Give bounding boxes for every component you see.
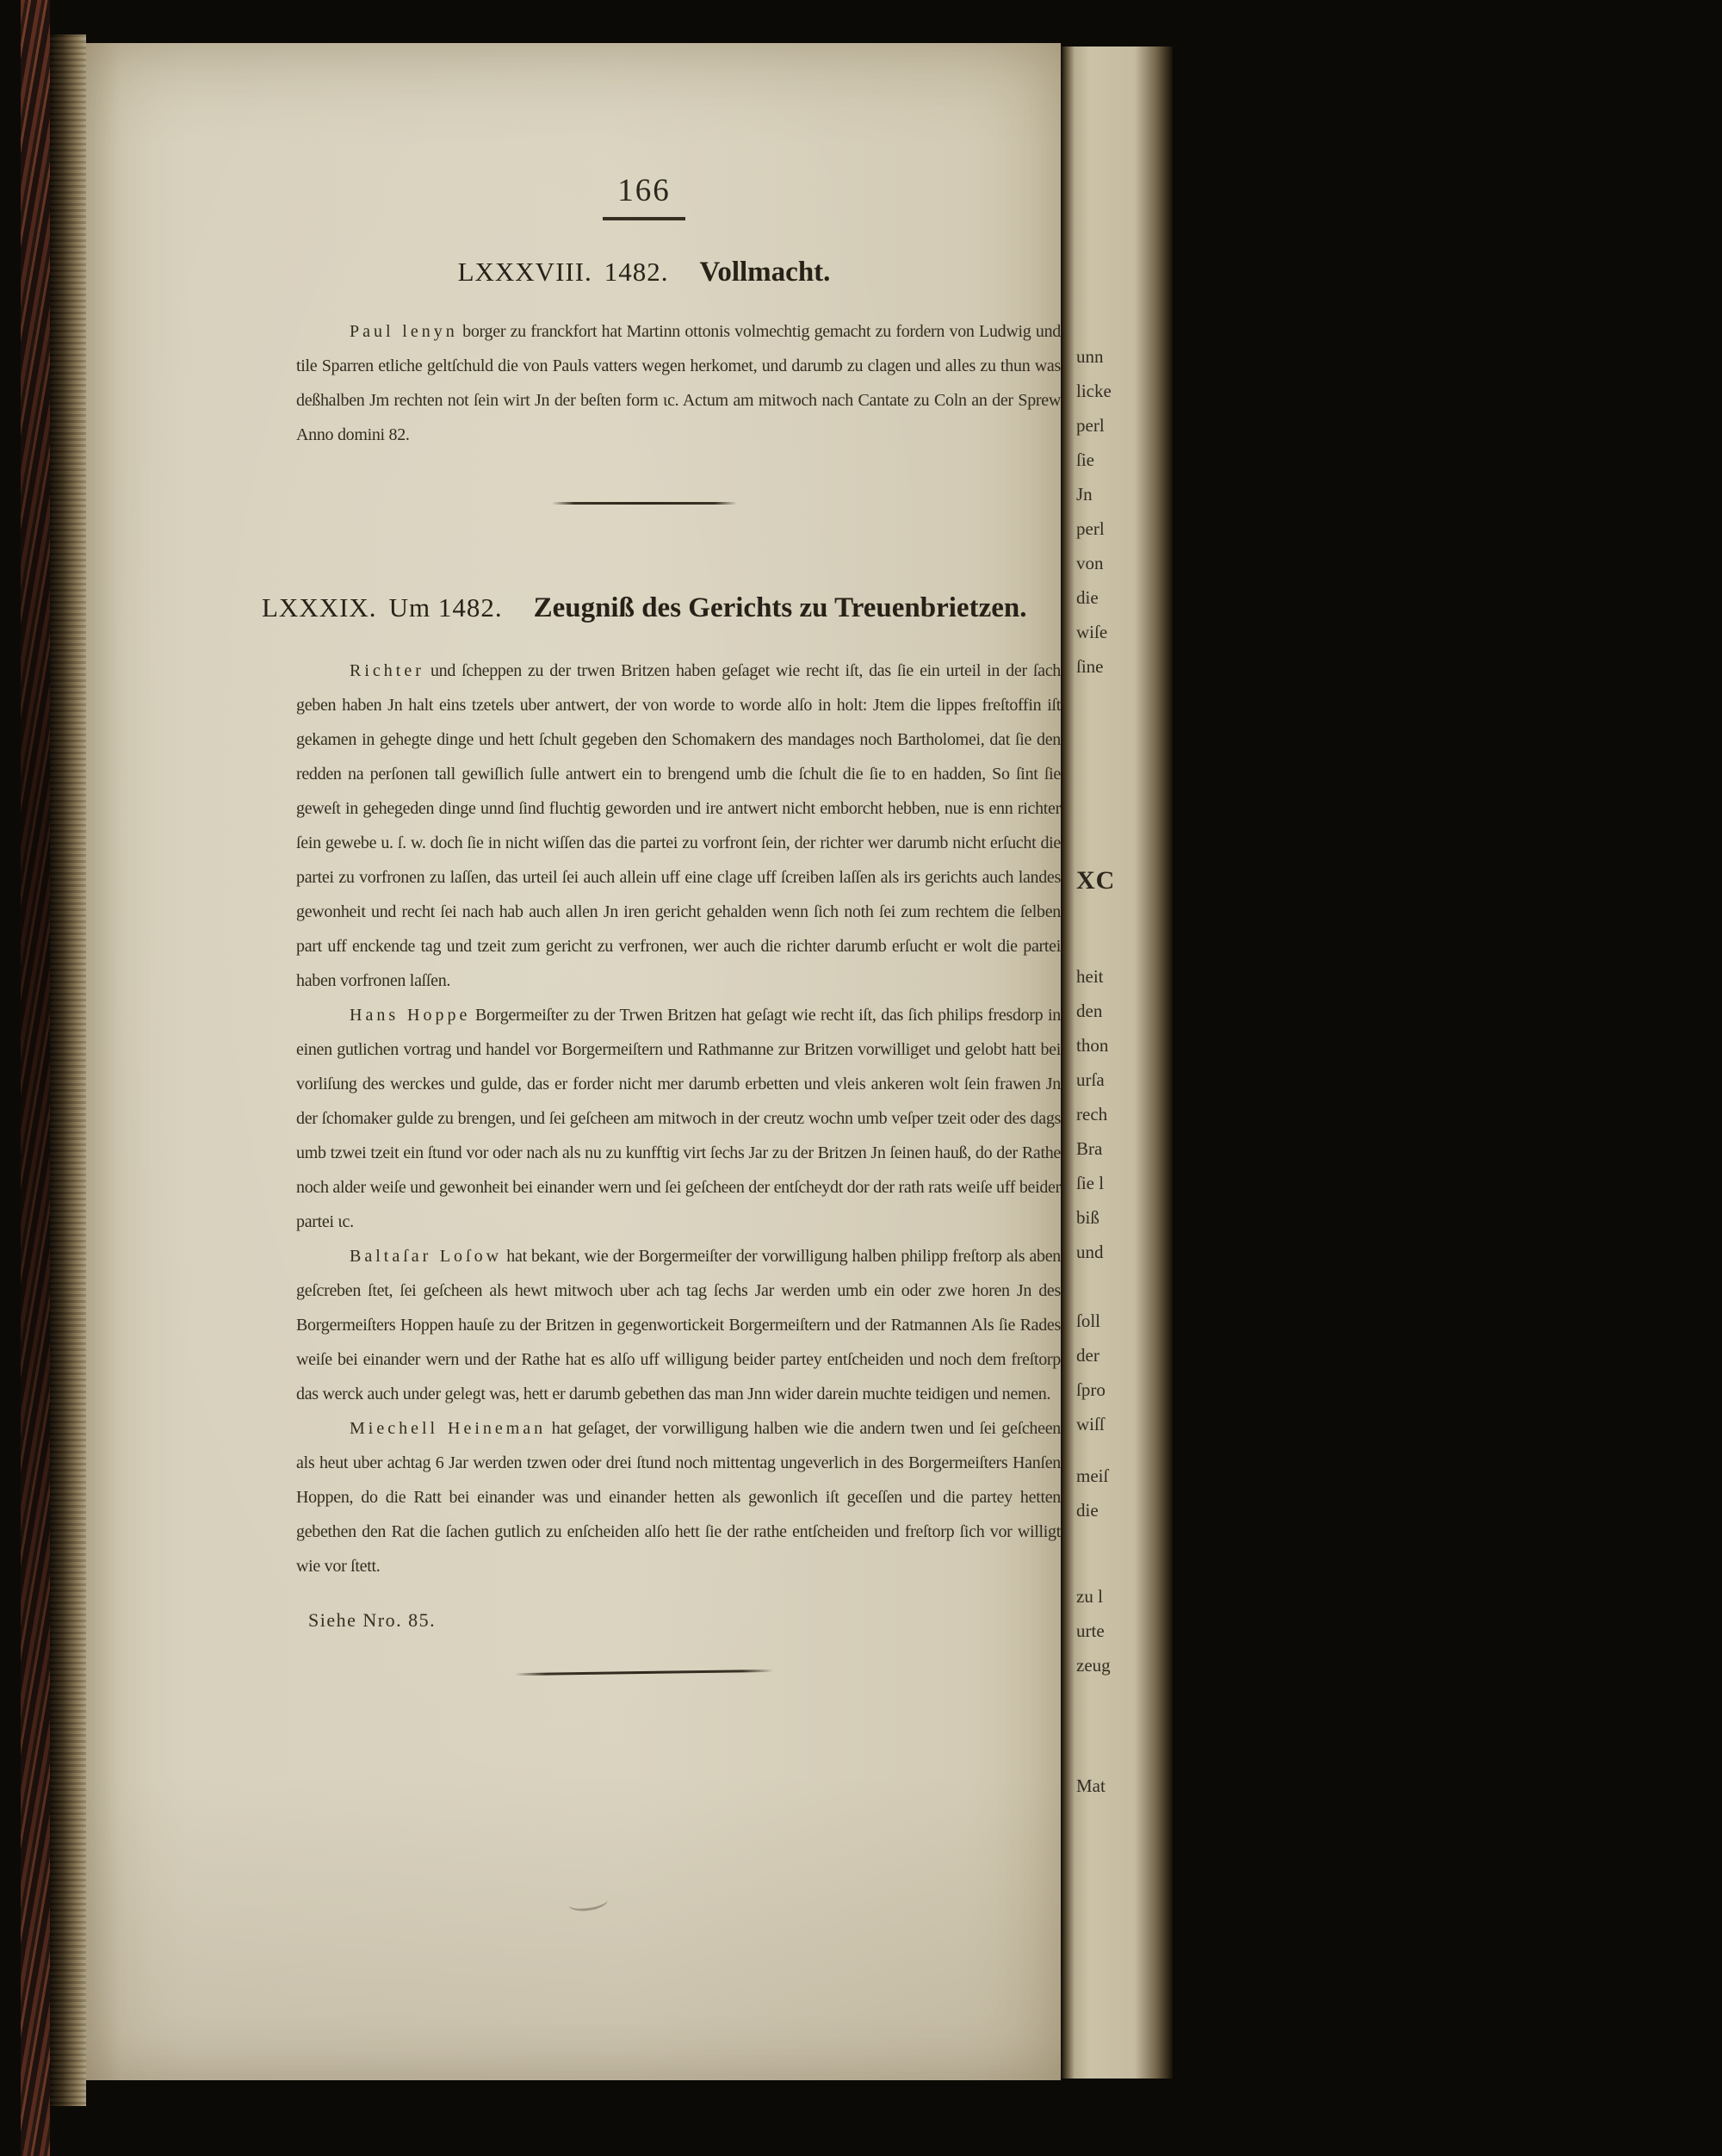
next-page-text-fragment: perl [1076, 518, 1105, 539]
next-page-text-fragment: biß [1076, 1207, 1099, 1228]
next-page-text-fragment: XC [1076, 866, 1116, 895]
paragraph-text: hat geſaget, der vorwilligung halben wie die andern twen und ſei geſcheen als heut uber achtag 6 Jar werden tzwen oder drei ſtund noch mittentag ungeverlich in des Borgermeiſters Hanſen Hoppen, do die Ratt bei einander was und einander hetten als gewonlich iſt geceſſen und die partey hetten gebethen den Rat die ſachen gutlich zu enſcheiden alſo hett ſie der rathe entſcheiden und freſtorp ſich vor willigt wie vor ſtett. [296, 1419, 1061, 1576]
next-page-text-fragment: meiſ [1076, 1465, 1109, 1486]
section-divider-top [552, 502, 737, 505]
page-edge-stack [50, 34, 86, 2106]
paragraph-lead-name: Paul lenyn [350, 322, 458, 341]
paragraph-lead-name: Baltaſar Loſow [350, 1247, 503, 1266]
next-page-text-fragment: ſine [1076, 656, 1104, 677]
next-page-text-fragment: den [1076, 1001, 1103, 1021]
paragraph-lxxxix-4 [296, 1411, 1061, 1583]
next-page-text-fragment: die [1076, 1500, 1099, 1521]
next-page-text-fragment: zu l [1076, 1586, 1103, 1607]
section-date: Um 1482. [388, 592, 503, 623]
paragraph-text: und ſcheppen zu der trwen Britzen haben geſaget wie recht iſt, das ſie ein urteil in der ſach geben haben Jn halt eins tzetels uber antwert, der von worde to worde alſo in holt: Jtem die lippes freſtoffin iſt gekamen in gehegte dinge und hett ſchult gegeben den Schomakern des mandages noch Bartholomei, dat ſie den redden na perſonen tall gewiſlich ſulle antwert ein to brengend umb die ſchult die ſie to en hadden, So ſint ſie geweſt in gehegeden dinge unnd ſind fluchtig geworden und ire antwert nicht emborcht hebben, nue is enn richter ſein gewebe u. ſ. w. doch ſie in nicht wiſſen das die partei zu vorfront ſein, der richter wer darumb nicht erſucht die partei zu vorfronen zu laſſen, das urteil ſei auch allein uff eine clage uff ſcreiben laſſen als irs gerichts auch landes gewonheit und recht ſei nach hab auch allen Jn iren gericht gehalden wenn ſich noth ſei zum rechtem die ſelben part uff enckende tag und tzeit zum gericht zu verfronen, wer auch die richter darumb erſucht er wolt die partei haben vorfronen laſſen. [296, 661, 1061, 990]
next-page-text-fragment: urſa [1076, 1069, 1105, 1090]
section-number: LXXXIX. [262, 592, 377, 623]
section-title: Zeugniß des Gerichts zu Treuenbrietzen. [533, 592, 1027, 623]
book-cover-edge [21, 0, 50, 2156]
paragraph-lxxxviii-1 [296, 314, 1061, 452]
next-page-text-fragment: perl [1076, 415, 1105, 436]
next-page-text-fragment: der [1076, 1345, 1099, 1366]
paragraph-lxxxix-2 [296, 998, 1061, 1239]
next-page-text-fragment: und [1076, 1242, 1104, 1262]
next-page-text-fragment: urte [1076, 1620, 1105, 1641]
next-page-text-fragment: zeug [1076, 1655, 1111, 1676]
page-number-rule [603, 217, 685, 220]
next-page-text-fragment: heit [1076, 966, 1104, 987]
next-page-text-fragment: ſoll [1076, 1310, 1101, 1331]
next-page-text-fragment: die [1076, 587, 1099, 608]
next-page-text-fragment: ſpro [1076, 1379, 1106, 1400]
next-page-text-fragment: von [1076, 553, 1104, 573]
next-page-text-fragment: thon [1076, 1035, 1109, 1056]
paragraph-lead-name: Richter [350, 661, 424, 680]
paragraph-lxxxix-3 [296, 1239, 1061, 1411]
next-page-text-fragment: rech [1076, 1104, 1108, 1124]
paragraph-lead-name: Miechell Heineman [350, 1419, 547, 1438]
section-title: Vollmacht. [699, 257, 831, 288]
paragraph-text: Borgermeiſter zu der Trwen Britzen hat geſagt wie recht iſt, das ſich philips fresdorp in einen gutlichen vortrag und handel vor Borgermeiſtern und Rathmanne zur Britzen vorwilliget und gelobt hatt bei vorliſung des werckes und gulde, das er forder nicht mer darumb erbetten und vleis ankeren wolt ſein frawen Jn der ſchomaker gulde zu brengen, und ſei geſcheen am mitwoch in der creutz wochn umb veſper tzeit oder des dags umb tzwei tzeit ein ſtund vor oder nach als nu zu kunfftig virt ſechs Jar zu der Britzen Jn ſeinen hauß, do der Rathe noch alder weiſe und gewonheit bei einander wern und ſei geſcheen der entſcheydt dor der rath rats weiſe uff beider partei ɩc. [296, 1006, 1061, 1231]
section-divider-bottom [515, 1670, 773, 1676]
section-heading-lxxxix [262, 592, 1026, 624]
ink-smudge [567, 1892, 609, 1913]
page-number: 166 [617, 173, 671, 208]
next-page-text-fragment: ſie l [1076, 1173, 1105, 1193]
paragraph-text: hat bekant, wie der Borgermeiſter der vorwilligung halben philipp freſtorp als aben geſcreben ſtet, ſei geſcheen als hewt mitwoch uber ach tag ſechs Jar werden umb ein oder zwe horen Jn des Borgermeiſters Hoppen hauſe zu der Britzen in gegenwortickeit Borgermeiſtern und der Ratmannen Als ſie Rades weiſe bei einander wern und der Rathe hat es alſo uff willigung beider partey entſcheiden und noch dem freſtorp das werck auch under gelegt was, hett er darumb gebethen das man Jnn wider darein muchte teidigen und nemen. [296, 1247, 1061, 1403]
next-page-text-fragment: Mat [1076, 1775, 1106, 1796]
next-page-text-fragment: wiſſ [1076, 1414, 1105, 1434]
paragraph-lead-name: Hans Hoppe [350, 1006, 471, 1025]
next-page-text-fragment: Jn [1076, 484, 1093, 505]
next-page-text-fragment: unn [1076, 346, 1104, 367]
next-page-text-fragment: wiſe [1076, 622, 1108, 642]
paragraph-text: borger zu franckfort hat Martinn ottonis volmechtig gemacht zu fordern von Ludwig und tile Sparren etliche geltſchuld die von Pauls vatters wegen herkomet, und darumb zu clagen und alles zu thun was deßhalben Jm rechten not ſein wirt Jn der beſten form ɩc. Actum am mitwoch nach Cantate zu Coln an der Sprew Anno domini 82. [296, 322, 1061, 444]
book-page-166 [86, 43, 1061, 2080]
next-page-text-fragment: Bra [1076, 1138, 1103, 1159]
section-heading-lxxxviii [262, 257, 1026, 288]
footnote-reference: Siehe Nro. 85. [308, 1609, 437, 1631]
text-column [262, 172, 1061, 1674]
section-number: LXXXVIII. [457, 257, 592, 287]
next-page-text-fragment: ſie [1076, 449, 1094, 470]
next-page-text-fragment: licke [1076, 381, 1112, 401]
section-date: 1482. [604, 257, 669, 287]
next-page-sliver [1061, 46, 1173, 2079]
paragraph-lxxxix-1 [296, 654, 1061, 998]
